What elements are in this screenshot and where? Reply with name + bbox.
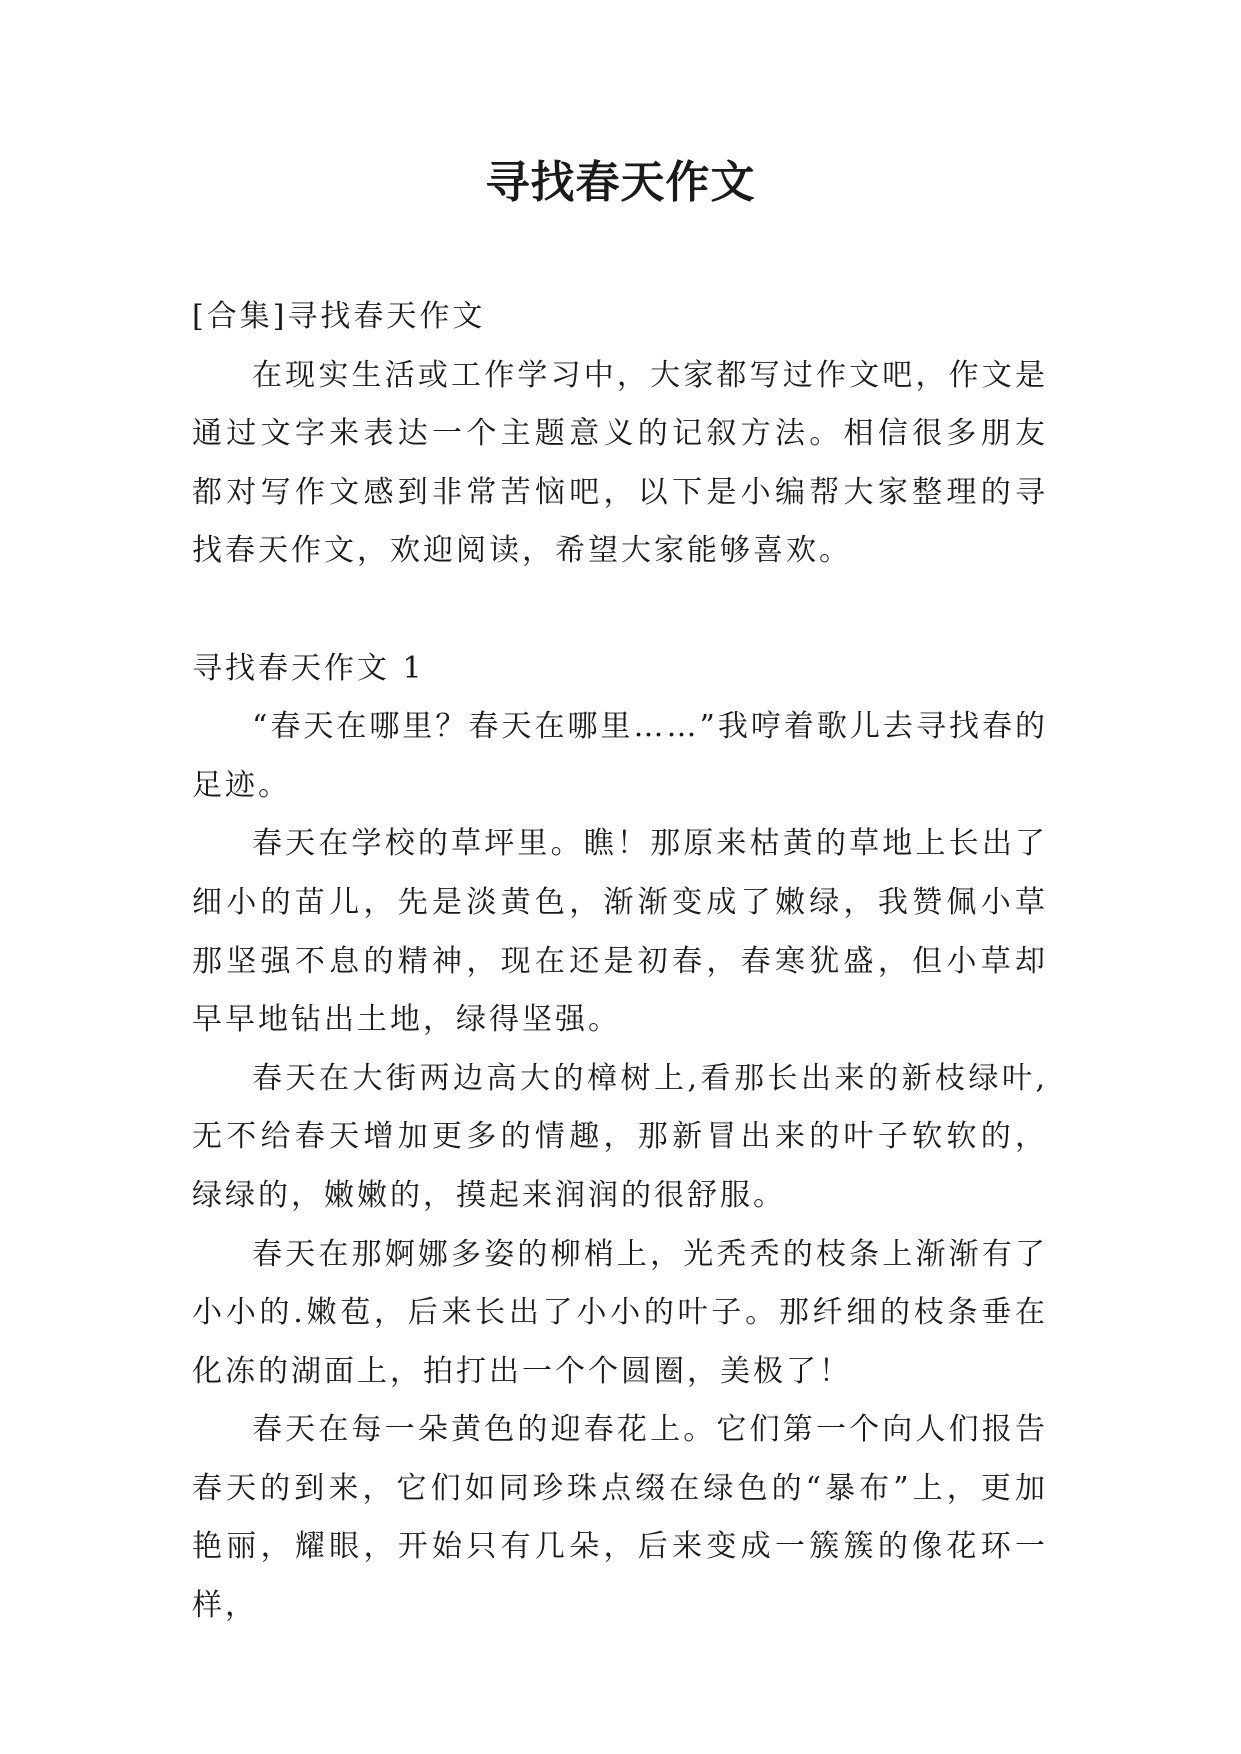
body-paragraph: 春天在每一朵黄色的迎春花上。它们第一个向人们报告春天的到来，它们如同珍珠点缀在绿色的“暴布”上，更加艳丽，耀眼，开始只有几朵，后来变成一簇簇的像花环一样， bbox=[192, 1412, 1048, 1624]
intro-paragraph: 在现实生活或工作学习中，大家都写过作文吧，作文是通过文字来表达一个主题意义的记叙方法。相信很多朋友都对写作文感到非常苦恼吧，以下是小编帮大家整理的寻找春天作文，欢迎阅读，希望大家能够喜欢。 bbox=[192, 357, 1048, 569]
body-paragraph: 春天在大街两边高大的樟树上,看那长出来的新枝绿叶,无不给春天增加更多的情趣，那新冒出来的叶子软软的，绿绿的，嫩嫩的，摸起来润润的很舒服。 bbox=[192, 1060, 1048, 1213]
paragraph-gap bbox=[192, 581, 1048, 640]
section-heading: 寻找春天作文 1 bbox=[192, 650, 425, 686]
body-paragraph: 春天在那婀娜多姿的柳梢上，光秃秃的枝条上渐渐有了小小的.嫩苞，后来长出了小小的叶子。那纤细的枝条垂在化冻的湖面上，拍打出一个个圆圈，美极了！ bbox=[192, 1236, 1048, 1389]
document-subtitle: [合集]寻找春天作文 bbox=[192, 299, 486, 334]
document-title: 寻找春天作文 bbox=[485, 157, 756, 208]
body-paragraph: 春天在学校的草坪里。瞧！那原来枯黄的草地上长出了细小的苗儿，先是淡黄色，渐渐变成了嫩绿，我赞佩小草那坚强不息的精神，现在还是初春，春寒犹盛，但小草却早早地钻出土地，绿得坚强。 bbox=[192, 826, 1048, 1038]
document-body bbox=[192, 288, 1048, 1636]
body-paragraph: “春天在哪里？春天在哪里……”我哼着歌儿去寻找春的足迹。 bbox=[192, 709, 1048, 803]
